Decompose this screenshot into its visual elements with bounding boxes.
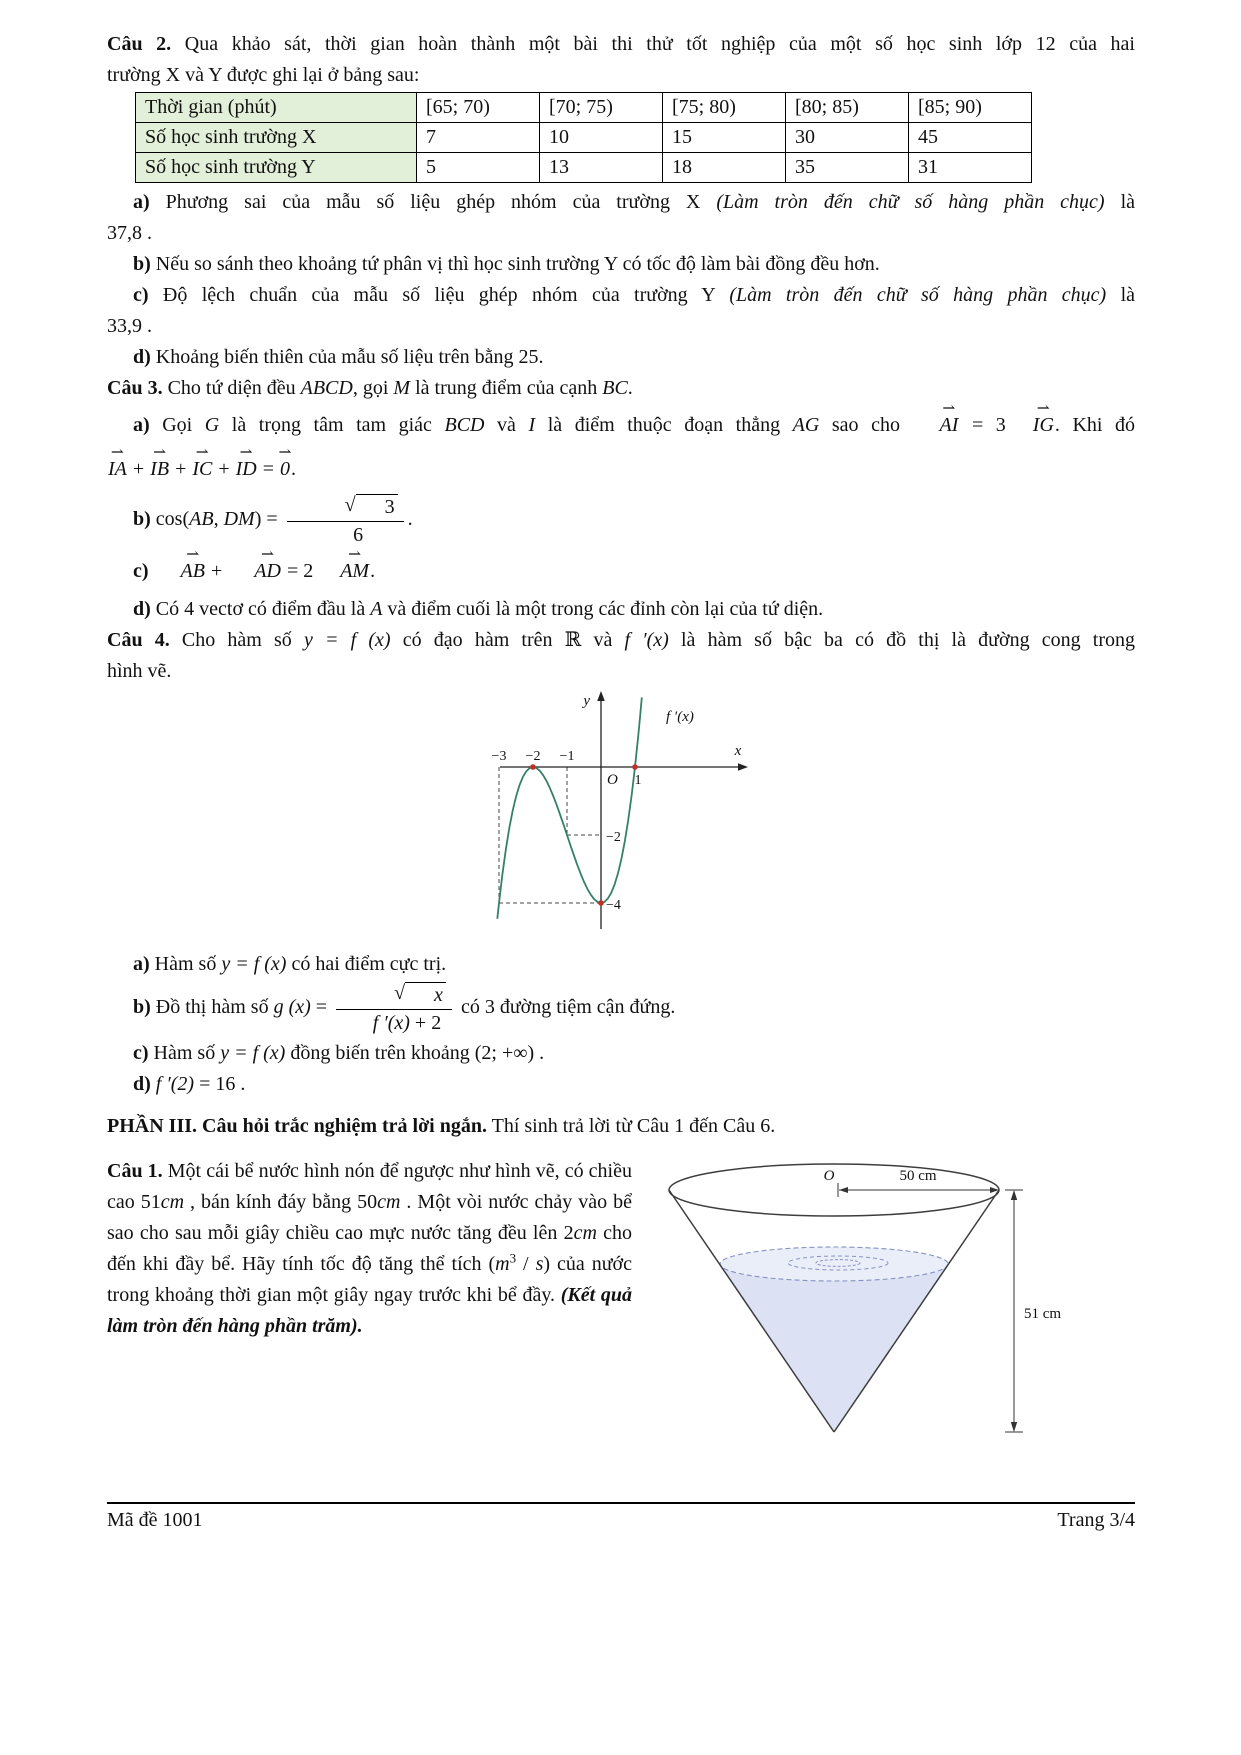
table-cell: 18 — [663, 153, 786, 183]
table-cell: 45 — [909, 123, 1032, 153]
table-cell: 30 — [786, 123, 909, 153]
q3-option-d: d) Có 4 vectơ có điểm đầu là A và điểm cuối là một trong các đỉnh còn lại của tứ diện. — [133, 598, 824, 620]
fprime-label: f ′(x) — [666, 709, 694, 725]
table-cell: [80; 85) — [786, 93, 909, 123]
y-axis-arrow-icon — [597, 691, 605, 701]
table-cell: 10 — [540, 123, 663, 153]
cone-apex-label: O — [823, 1168, 835, 1184]
table-cell: [70; 75) — [540, 93, 663, 123]
cone-figure — [654, 1156, 1074, 1449]
radius-arrow-left-icon — [839, 1187, 848, 1193]
water-body — [720, 1264, 948, 1432]
x-axis-arrow-icon — [738, 763, 748, 771]
page-footer — [107, 1502, 1135, 1532]
part3-heading: PHẦN III. Câu hỏi trắc nghiệm trả lời ngắn. Thí sinh trả lời từ Câu 1 đến Câu 6. — [107, 1115, 776, 1137]
q2-intro-line1: Câu 2. Qua khảo sát, thời gian hoàn thành một bài thi thử tốt nghiệp của một số học sinh lớp 12 của hai — [107, 33, 1135, 55]
q2-option-a: a) Phương sai của mẫu số liệu ghép nhóm của trường X (Làm tròn đến chữ số hàng phần chục) là — [133, 191, 1136, 213]
fprime-curve — [497, 697, 642, 918]
question-2 — [107, 30, 1135, 371]
exam-code: Mã đề 1001 — [107, 1509, 203, 1531]
fprime-graph-figure — [486, 689, 756, 940]
page-content — [107, 30, 1135, 1449]
q3-option-c: c) ⇀ AB + ⇀ AD = 2 ⇀ AM. — [107, 551, 1135, 592]
table-cell: Số học sinh trường X — [136, 123, 417, 153]
table-cell: 31 — [909, 153, 1032, 183]
q4-option-a: a) Hàm số y = f (x) có hai điểm cực trị. — [133, 953, 447, 975]
table-cell: [85; 90) — [909, 93, 1032, 123]
height-label: 51 cm — [1024, 1306, 1062, 1322]
point-zero-minus4 — [598, 900, 604, 906]
tick-minus1: −1 — [559, 749, 575, 764]
water-surface — [720, 1247, 948, 1281]
table-cell: [75; 80) — [663, 93, 786, 123]
tick-one: 1 — [634, 773, 642, 788]
table-cell: 35 — [786, 153, 909, 183]
q2-option-a-value: 37,8 . — [107, 222, 152, 244]
statistics-table — [135, 92, 1032, 183]
q3-option-a-formula: ⇀ IA + ⇀ IB + ⇀ IC + ⇀ ID = ⇀ 0. — [107, 449, 1135, 490]
tick-minus3: −3 — [491, 749, 507, 764]
q4-heading-line2: hình vẽ. — [107, 660, 172, 682]
table-cell: Thời gian (phút) — [136, 93, 417, 123]
table-cell: Số học sinh trường Y — [136, 153, 417, 183]
table-cell: 13 — [540, 153, 663, 183]
q2-option-b: b) Nếu so sánh theo khoảng tứ phân vị thì học sinh trường Y có tốc độ làm bài đồng đều hơn. — [133, 253, 880, 275]
point-one-zero — [632, 764, 638, 770]
q4-option-d: d) f ′(2) = 16 . — [133, 1073, 246, 1095]
tick-minus2: −2 — [525, 749, 541, 764]
origin-label: O — [607, 772, 618, 788]
table-cell: 7 — [417, 123, 540, 153]
table-cell: 5 — [417, 153, 540, 183]
q4-option-b: b) Đồ thị hàm số g (x) = √ x f ′(x) + 2 có 3 đường tiệm cận đứng. — [133, 982, 676, 1034]
table-cell: 15 — [663, 123, 786, 153]
label-minus2: −2 — [606, 830, 621, 845]
label-minus4: −4 — [606, 898, 621, 913]
question-4 — [107, 626, 1135, 1098]
p3-q1-text: Câu 1. Một cái bể nước hình nón để ngược như hình vẽ, có chiều cao 51cm , bán kính đáy bằng 50cm . Một vòi nước chảy vào bể sao cho sau mỗi giây chiều cao mực nước tăng đều lên 2cm cho đến khi đầy bể. Hãy tính tốc độ tăng thể tích $(m^3 / s)$ của nước trong khoảng thời gian một giây ngay trước khi bể đầy. (Kết quả làm tròn đến hàng phần trăm). — [107, 1160, 633, 1337]
q4-heading-line1: Câu 4. Cho hàm số y = f (x) có đạo hàm trên ℝ và f ′(x) là hàm số bậc ba có đồ thị là đường cong trong — [107, 629, 1135, 651]
question-3 — [107, 374, 1135, 623]
height-arrow-bottom-icon — [1011, 1422, 1017, 1432]
q2-option-c: c) Độ lệch chuẩn của mẫu số liệu ghép nhóm của trường Y (Làm tròn đến chữ số hàng phần chục) là — [133, 284, 1136, 306]
radius-label: 50 cm — [899, 1168, 937, 1184]
q3-option-a: a) Gọi G là trọng tâm tam giác BCD và I là điểm thuộc đoạn thẳng AG sao cho ⇀ AI = 3 ⇀ IG. Khi đó — [107, 405, 1135, 446]
table-row-header — [136, 93, 1032, 123]
q4-option-c: c) Hàm số y = f (x) đồng biến trên khoảng (2; +∞) . — [133, 1042, 545, 1064]
cone-diagram — [654, 1158, 1074, 1443]
page-number: Trang 3/4 — [1057, 1509, 1135, 1531]
fprime-graph — [486, 689, 756, 934]
q2-option-d: d) Khoảng biến thiên của mẫu số liệu trên bằng 25. — [133, 346, 544, 368]
part3-question-1 — [107, 1156, 1135, 1449]
q2-intro-line2: trường X và Y được ghi lại ở bảng sau: — [107, 64, 420, 86]
x-axis-label: x — [734, 743, 742, 759]
q3-option-b: b) cos(AB, DM) = √ 3 6 . — [133, 494, 413, 546]
y-axis-label: y — [583, 693, 590, 709]
table-row-school-x — [136, 123, 1032, 153]
height-arrow-top-icon — [1011, 1190, 1017, 1200]
point-minus2-zero — [530, 764, 536, 770]
table-cell: [65; 70) — [417, 93, 540, 123]
table-row-school-y — [136, 153, 1032, 183]
q3-heading: Câu 3. Cho tứ diện đều ABCD, gọi M là trung điểm của cạnh BC. — [107, 377, 633, 399]
q2-option-c-value: 33,9 . — [107, 315, 152, 337]
